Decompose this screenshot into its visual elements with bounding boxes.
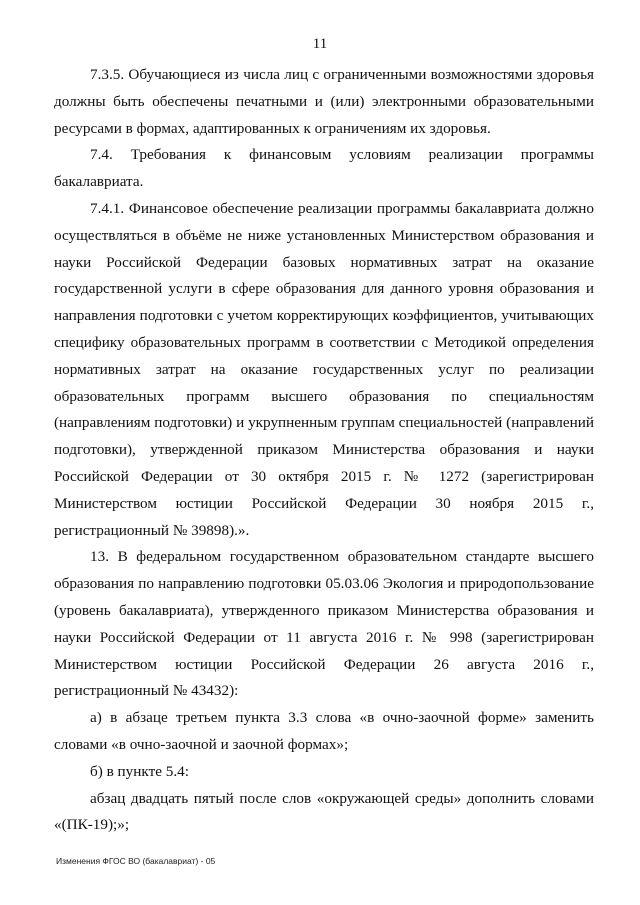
paragraph-item-a: а) в абзаце третьем пункта 3.3 слова «в очно-заочной форме» заменить словами «в очно-заочной и заочной формах»; (54, 709, 594, 753)
page-footer: Изменения ФГОС ВО (бакалавриат) - 05 (56, 856, 216, 866)
paragraph-7-4-1: 7.4.1. Финансовое обеспечение реализации программы бакалавриата должно осуществляться в объёме не ниже установленных Министерством образования и науки Российской Федерации базовых нормативных затрат на оказание государственной услуги в сфере образования для данного уровня образования и направления подготовки с учетом корректирующих коэффициентов, учитывающих специфику образовательных программ в соответствии с Методикой определения нормативных затрат на оказание государственных услуг по реализации образовательных программ высшего образования по специальностям (направлениям подготовки) и укрупненным группам специальностей (направлений подготовки), утвержденной приказом Министерства образования и науки Российской Федерации от 30 октября 2015 г. № 1272 (зарегистрирован Министерством юстиции Российской Федерации 30 ноября 2015 г., регистрационный № 39898).». (54, 199, 594, 539)
paragraph-item-b: б) в пункте 5.4: (90, 762, 189, 780)
paragraph-abzac: абзац двадцать пятый после слов «окружающей среды» дополнить словами «(ПК-19);»; (54, 789, 594, 834)
page-number: 11 (312, 36, 328, 52)
document-body (54, 62, 594, 839)
paragraph-7-3-5: 7.3.5. Обучающиеся из числа лиц с ограниченными возможностями здоровья должны быть обеспечены печатными и (или) электронными образовательными ресурсами в формах, адаптированных к ограничениям их здоровья. (54, 66, 594, 137)
paragraph-7-4: 7.4. Требования к финансовым условиям реализации программы бакалавриата. (54, 146, 594, 191)
paragraph-13: 13. В федеральном государственном образовательном стандарте высшего образования по направлению подготовки 05.03.06 Экология и природопользование (уровень бакалавриата), утвержденного приказом Министерства образования и науки Российской Федерации от 11 августа 2016 г. № 998 (зарегистрирован Министерством юстиции Российской Федерации 26 августа 2016 г., регистрационный № 43432): (54, 548, 594, 700)
